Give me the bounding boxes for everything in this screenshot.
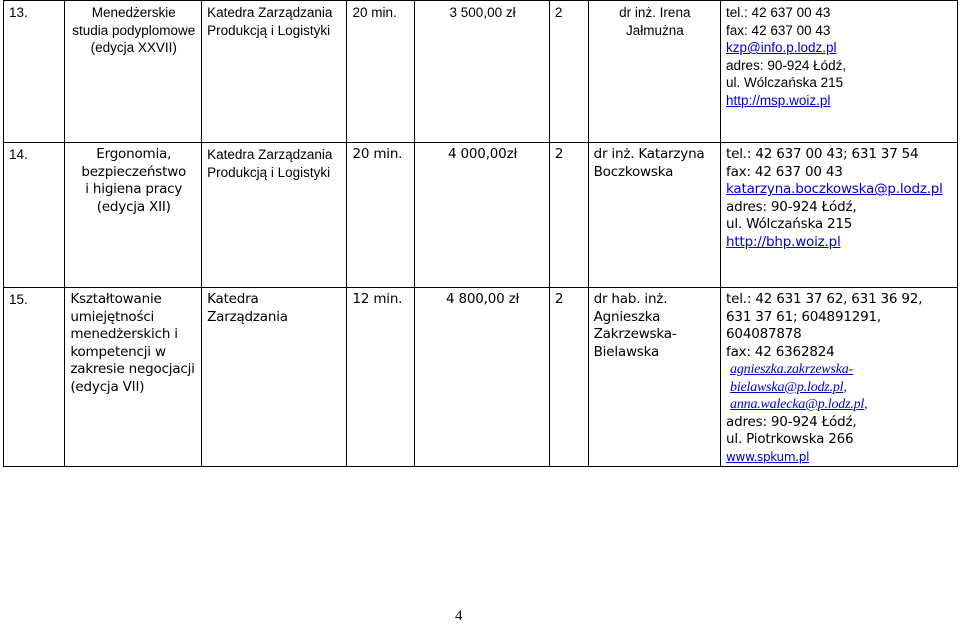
row-number: 15.	[4, 288, 65, 467]
coordinator: dr hab. inż. Agnieszka Zakrzewska- Bielawska	[588, 288, 720, 467]
address-street: ul. Wólczańska 215	[726, 216, 853, 232]
address-city: adres: 90-924 Łódź,	[726, 198, 857, 215]
phone: tel.: 42 637 00 43; 631 37 54	[726, 146, 919, 162]
email-link-continued: bielawska@p.lodz.pl,	[730, 379, 847, 395]
address-city: adres: 90-924 Łódź,	[726, 57, 847, 73]
studies-table	[3, 0, 958, 467]
row-number: 13.	[4, 1, 65, 143]
address-city: adres: 90-924 Łódź,	[726, 413, 857, 430]
duration: 20 min.	[347, 143, 415, 288]
address-street: ul. Piotrkowska 266	[726, 431, 854, 447]
organizing-unit: Katedra Zarządzania Produkcją i Logistyki	[202, 143, 347, 288]
contact-info	[721, 1, 958, 143]
semesters: 2	[549, 143, 588, 288]
email-link[interactable]: kzp@info.p.lodz.pl	[726, 40, 837, 55]
table-row	[4, 288, 958, 467]
website-link[interactable]: www.spkum.pl	[726, 449, 810, 464]
address-street: ul. Wólczańska 215	[726, 75, 844, 90]
duration: 12 min.	[347, 288, 415, 467]
fax: fax: 42 637 00 43	[726, 163, 843, 180]
price: 3 500,00 zł	[415, 1, 550, 143]
organizing-unit: Katedra Zarządzania	[202, 288, 347, 467]
program-name: Menedżerskie studia podyplomowe (edycja XXVII)	[65, 1, 202, 143]
coordinator: dr inż. Irena Jałmużna	[588, 1, 720, 143]
phone-continued: 631 37 61; 604891291, 604087878	[726, 308, 881, 342]
phone: tel.: 42 637 00 43	[726, 5, 831, 20]
price: 4 800,00 zł	[415, 288, 550, 467]
page-number: 4	[455, 608, 463, 624]
website-link[interactable]: http://bhp.woiz.pl	[726, 233, 841, 250]
program-name: Ergonomia, bezpieczeństwo i higiena pracy (edycja XII)	[65, 143, 202, 288]
coordinator: dr inż. Katarzyna Boczkowska	[588, 143, 720, 288]
website-link[interactable]: http://msp.woiz.pl	[726, 92, 831, 108]
program-name: Kształtowanie umiejętności menedżerskich i kompetencji w zakresie negocjacji (edycja VII)	[65, 288, 202, 467]
phone: tel.: 42 631 37 62, 631 36 92,	[726, 291, 923, 307]
table-row	[4, 1, 958, 143]
contact-info	[721, 288, 958, 467]
fax: fax: 42 637 00 43	[726, 22, 831, 38]
fax: fax: 42 6362824	[726, 343, 835, 360]
email-link[interactable]: bielawska@p.lodz.pl	[730, 379, 844, 395]
contact-info	[721, 143, 958, 288]
table-row	[4, 143, 958, 288]
email-link[interactable]: agnieszka.zakrzewska-	[730, 362, 853, 377]
email-link[interactable]: katarzyna.boczkowska@p.lodz.pl	[726, 181, 943, 197]
price: 4 000,00zł	[415, 143, 550, 288]
email-link[interactable]: anna.walecka@p.lodz.pl	[730, 397, 865, 412]
duration: 20 min.	[347, 1, 415, 143]
email-line: anna.walecka@p.lodz.pl,	[730, 397, 868, 412]
organizing-unit: Katedra Zarządzania Produkcją i Logistyki	[202, 1, 347, 143]
row-number: 14.	[4, 143, 65, 288]
semesters: 2	[549, 288, 588, 467]
semesters: 2	[549, 1, 588, 143]
